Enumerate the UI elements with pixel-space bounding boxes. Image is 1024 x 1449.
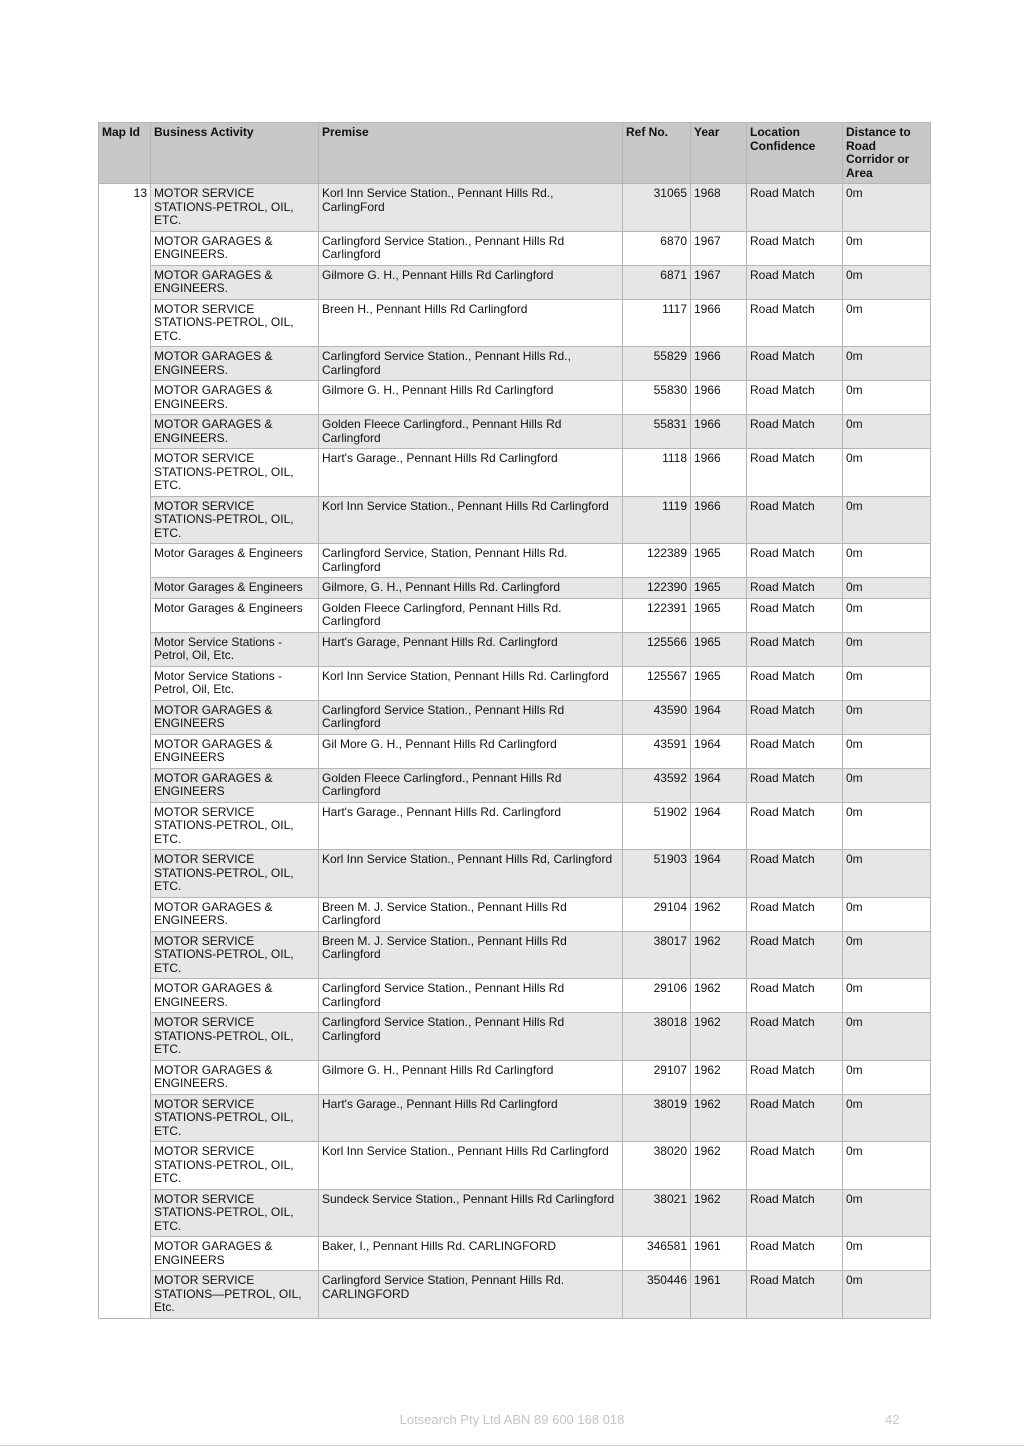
distance-cell: 0m: [843, 850, 931, 898]
ref-no-cell: 29104: [623, 897, 691, 931]
table-row: [99, 449, 931, 497]
ref-no-cell: 125567: [623, 666, 691, 700]
premise-cell: Korl Inn Service Station., Pennant Hills Rd Carlingford: [319, 1142, 623, 1190]
premise-cell: Gil More G. H., Pennant Hills Rd Carlingford: [319, 734, 623, 768]
year-cell: 1967: [691, 265, 747, 299]
location-confidence-cell: Road Match: [747, 666, 843, 700]
header-premise: Premise: [319, 123, 623, 184]
ref-no-cell: 346581: [623, 1237, 691, 1271]
ref-no-cell: 29107: [623, 1060, 691, 1094]
year-cell: 1967: [691, 231, 747, 265]
table-row: [99, 979, 931, 1013]
premise-cell: Breen M. J. Service Station., Pennant Hills Rd Carlingford: [319, 897, 623, 931]
year-cell: 1965: [691, 666, 747, 700]
distance-cell: 0m: [843, 1189, 931, 1237]
header-row: [99, 123, 931, 184]
premise-cell: Baker, I., Pennant Hills Rd. CARLINGFORD: [319, 1237, 623, 1271]
business-activity-cell: MOTOR GARAGES & ENGINEERS: [151, 1237, 319, 1271]
business-activity-cell: MOTOR SERVICE STATIONS-PETROL, OIL, ETC.: [151, 1189, 319, 1237]
table-row: [99, 578, 931, 599]
business-activity-cell: Motor Garages & Engineers: [151, 544, 319, 578]
distance-cell: 0m: [843, 184, 931, 232]
business-activity-cell: MOTOR SERVICE STATIONS-PETROL, OIL, ETC.: [151, 1142, 319, 1190]
business-activity-cell: MOTOR SERVICE STATIONS-PETROL, OIL, ETC.: [151, 802, 319, 850]
premise-cell: Korl Inn Service Station., Pennant Hills Rd, Carlingford: [319, 850, 623, 898]
year-cell: 1964: [691, 734, 747, 768]
premise-cell: Hart's Garage., Pennant Hills Rd Carlingford: [319, 449, 623, 497]
table-row: [99, 1060, 931, 1094]
business-activity-cell: MOTOR GARAGES & ENGINEERS: [151, 768, 319, 802]
distance-cell: 0m: [843, 299, 931, 347]
year-cell: 1964: [691, 850, 747, 898]
premise-cell: Golden Fleece Carlingford., Pennant Hills Rd Carlingford: [319, 768, 623, 802]
table-row: [99, 299, 931, 347]
location-confidence-cell: Road Match: [747, 184, 843, 232]
business-activity-cell: MOTOR SERVICE STATIONS-PETROL, OIL, ETC.: [151, 496, 319, 544]
premise-cell: Hart's Garage, Pennant Hills Rd. Carlingford: [319, 632, 623, 666]
distance-cell: 0m: [843, 802, 931, 850]
ref-no-cell: 43591: [623, 734, 691, 768]
ref-no-cell: 51902: [623, 802, 691, 850]
business-activity-cell: MOTOR SERVICE STATIONS-PETROL, OIL, ETC.: [151, 299, 319, 347]
table-row: [99, 632, 931, 666]
year-cell: 1964: [691, 768, 747, 802]
ref-no-cell: 1117: [623, 299, 691, 347]
distance-cell: 0m: [843, 734, 931, 768]
premise-cell: Carlingford Service Station., Pennant Hills Rd Carlingford: [319, 1013, 623, 1061]
distance-cell: 0m: [843, 1142, 931, 1190]
location-confidence-cell: Road Match: [747, 768, 843, 802]
ref-no-cell: 55830: [623, 381, 691, 415]
business-activity-cell: MOTOR GARAGES & ENGINEERS.: [151, 897, 319, 931]
distance-cell: 0m: [843, 1060, 931, 1094]
ref-no-cell: 43592: [623, 768, 691, 802]
location-confidence-cell: Road Match: [747, 1271, 843, 1319]
distance-cell: 0m: [843, 979, 931, 1013]
table-row: [99, 768, 931, 802]
distance-cell: 0m: [843, 265, 931, 299]
location-confidence-cell: Road Match: [747, 1094, 843, 1142]
table-row: [99, 734, 931, 768]
distance-cell: 0m: [843, 768, 931, 802]
table-row: [99, 496, 931, 544]
table-row: [99, 850, 931, 898]
business-activity-cell: MOTOR GARAGES & ENGINEERS: [151, 734, 319, 768]
business-activity-cell: MOTOR SERVICE STATIONS-PETROL, OIL, ETC.: [151, 1013, 319, 1061]
premise-cell: Breen M. J. Service Station., Pennant Hills Rd Carlingford: [319, 931, 623, 979]
year-cell: 1962: [691, 931, 747, 979]
year-cell: 1966: [691, 449, 747, 497]
ref-no-cell: 43590: [623, 700, 691, 734]
premise-cell: Gilmore G. H., Pennant Hills Rd Carlingford: [319, 1060, 623, 1094]
map-id-cell: 13: [99, 184, 151, 1319]
table-row: [99, 184, 931, 232]
business-activity-cell: MOTOR GARAGES & ENGINEERS.: [151, 381, 319, 415]
distance-cell: 0m: [843, 1013, 931, 1061]
premise-cell: Carlingford Service, Station, Pennant Hills Rd. Carlingford: [319, 544, 623, 578]
distance-cell: 0m: [843, 666, 931, 700]
year-cell: 1961: [691, 1237, 747, 1271]
page-number: 42: [885, 1412, 900, 1427]
location-confidence-cell: Road Match: [747, 381, 843, 415]
table-row: [99, 931, 931, 979]
ref-no-cell: 38018: [623, 1013, 691, 1061]
ref-no-cell: 350446: [623, 1271, 691, 1319]
ref-no-cell: 122391: [623, 598, 691, 632]
ref-no-cell: 51903: [623, 850, 691, 898]
table-row: [99, 1271, 931, 1319]
business-activity-cell: MOTOR SERVICE STATIONS-PETROL, OIL, ETC.: [151, 184, 319, 232]
distance-cell: 0m: [843, 598, 931, 632]
table-row: [99, 666, 931, 700]
location-confidence-cell: Road Match: [747, 265, 843, 299]
location-confidence-cell: Road Match: [747, 897, 843, 931]
year-cell: 1966: [691, 496, 747, 544]
location-confidence-cell: Road Match: [747, 544, 843, 578]
distance-cell: 0m: [843, 415, 931, 449]
year-cell: 1966: [691, 381, 747, 415]
table-row: [99, 415, 931, 449]
business-activity-cell: Motor Garages & Engineers: [151, 578, 319, 599]
business-activity-cell: Motor Service Stations - Petrol, Oil, Etc.: [151, 666, 319, 700]
table-row: [99, 265, 931, 299]
distance-cell: 0m: [843, 578, 931, 599]
ref-no-cell: 122389: [623, 544, 691, 578]
premise-cell: Carlingford Service Station., Pennant Hills Rd., Carlingford: [319, 347, 623, 381]
year-cell: 1962: [691, 1189, 747, 1237]
year-cell: 1965: [691, 598, 747, 632]
location-confidence-cell: Road Match: [747, 1142, 843, 1190]
distance-cell: 0m: [843, 1271, 931, 1319]
ref-no-cell: 55831: [623, 415, 691, 449]
table-body: [99, 184, 931, 1319]
year-cell: 1962: [691, 979, 747, 1013]
year-cell: 1962: [691, 897, 747, 931]
year-cell: 1964: [691, 802, 747, 850]
location-confidence-cell: Road Match: [747, 931, 843, 979]
table-row: [99, 1189, 931, 1237]
ref-no-cell: 55829: [623, 347, 691, 381]
business-activity-cell: MOTOR GARAGES & ENGINEERS.: [151, 979, 319, 1013]
location-confidence-cell: Road Match: [747, 598, 843, 632]
year-cell: 1965: [691, 544, 747, 578]
table-row: [99, 544, 931, 578]
location-confidence-cell: Road Match: [747, 299, 843, 347]
ref-no-cell: 6871: [623, 265, 691, 299]
premise-cell: Hart's Garage., Pennant Hills Rd Carlingford: [319, 1094, 623, 1142]
table-row: [99, 231, 931, 265]
ref-no-cell: 31065: [623, 184, 691, 232]
distance-cell: 0m: [843, 231, 931, 265]
header-location-confidence: Location Confidence: [747, 123, 843, 184]
year-cell: 1962: [691, 1060, 747, 1094]
business-activity-cell: MOTOR GARAGES & ENGINEERS.: [151, 231, 319, 265]
premise-cell: Breen H., Pennant Hills Rd Carlingford: [319, 299, 623, 347]
ref-no-cell: 38017: [623, 931, 691, 979]
distance-cell: 0m: [843, 1094, 931, 1142]
year-cell: 1964: [691, 700, 747, 734]
table-row: [99, 897, 931, 931]
location-confidence-cell: Road Match: [747, 850, 843, 898]
premise-cell: Korl Inn Service Station, Pennant Hills Rd. Carlingford: [319, 666, 623, 700]
footer-company: Lotsearch Pty Ltd ABN 89 600 168 018: [399, 1412, 625, 1427]
location-confidence-cell: Road Match: [747, 632, 843, 666]
ref-no-cell: 1118: [623, 449, 691, 497]
business-activity-cell: MOTOR GARAGES & ENGINEERS.: [151, 347, 319, 381]
location-confidence-cell: Road Match: [747, 578, 843, 599]
year-cell: 1966: [691, 347, 747, 381]
premise-cell: Korl Inn Service Station., Pennant Hills Rd., CarlingFord: [319, 184, 623, 232]
table-row: [99, 700, 931, 734]
premise-cell: Gilmore, G. H., Pennant Hills Rd. Carlingford: [319, 578, 623, 599]
premise-cell: Carlingford Service Station., Pennant Hills Rd Carlingford: [319, 979, 623, 1013]
ref-no-cell: 122390: [623, 578, 691, 599]
location-confidence-cell: Road Match: [747, 415, 843, 449]
records-table: [98, 122, 931, 1319]
premise-cell: Gilmore G. H., Pennant Hills Rd Carlingford: [319, 381, 623, 415]
ref-no-cell: 38020: [623, 1142, 691, 1190]
table-row: [99, 802, 931, 850]
header-business-activity: Business Activity: [151, 123, 319, 184]
business-activity-cell: MOTOR SERVICE STATIONS-PETROL, OIL, ETC.: [151, 931, 319, 979]
location-confidence-cell: Road Match: [747, 700, 843, 734]
business-activity-cell: MOTOR SERVICE STATIONS—PETROL, OIL, Etc.: [151, 1271, 319, 1319]
ref-no-cell: 29106: [623, 979, 691, 1013]
location-confidence-cell: Road Match: [747, 1189, 843, 1237]
year-cell: 1966: [691, 299, 747, 347]
distance-cell: 0m: [843, 931, 931, 979]
year-cell: 1962: [691, 1142, 747, 1190]
location-confidence-cell: Road Match: [747, 1060, 843, 1094]
header-year: Year: [691, 123, 747, 184]
location-confidence-cell: Road Match: [747, 496, 843, 544]
table-row: [99, 1013, 931, 1061]
table-row: [99, 381, 931, 415]
ref-no-cell: 125566: [623, 632, 691, 666]
header-ref-no: Ref No.: [623, 123, 691, 184]
business-activity-cell: MOTOR GARAGES & ENGINEERS.: [151, 1060, 319, 1094]
table-row: [99, 1142, 931, 1190]
premise-cell: Carlingford Service Station., Pennant Hills Rd Carlingford: [319, 700, 623, 734]
business-activity-cell: MOTOR GARAGES & ENGINEERS: [151, 700, 319, 734]
year-cell: 1965: [691, 632, 747, 666]
ref-no-cell: 1119: [623, 496, 691, 544]
location-confidence-cell: Road Match: [747, 1013, 843, 1061]
premise-cell: Carlingford Service Station., Pennant Hills Rd Carlingford: [319, 231, 623, 265]
year-cell: 1965: [691, 578, 747, 599]
business-activity-cell: MOTOR SERVICE STATIONS-PETROL, OIL, ETC.: [151, 1094, 319, 1142]
distance-cell: 0m: [843, 897, 931, 931]
ref-no-cell: 38019: [623, 1094, 691, 1142]
business-activity-cell: MOTOR GARAGES & ENGINEERS.: [151, 415, 319, 449]
year-cell: 1961: [691, 1271, 747, 1319]
table-row: [99, 598, 931, 632]
premise-cell: Golden Fleece Carlingford., Pennant Hills Rd Carlingford: [319, 415, 623, 449]
business-activity-cell: MOTOR SERVICE STATIONS-PETROL, OIL, ETC.: [151, 449, 319, 497]
header-map-id: Map Id: [99, 123, 151, 184]
distance-cell: 0m: [843, 381, 931, 415]
table-row: [99, 347, 931, 381]
business-activity-cell: MOTOR GARAGES & ENGINEERS.: [151, 265, 319, 299]
location-confidence-cell: Road Match: [747, 802, 843, 850]
ref-no-cell: 6870: [623, 231, 691, 265]
distance-cell: 0m: [843, 700, 931, 734]
location-confidence-cell: Road Match: [747, 449, 843, 497]
business-activity-cell: MOTOR SERVICE STATIONS-PETROL, OIL, ETC.: [151, 850, 319, 898]
year-cell: 1968: [691, 184, 747, 232]
location-confidence-cell: Road Match: [747, 979, 843, 1013]
page-edge-divider: [0, 1445, 1024, 1446]
distance-cell: 0m: [843, 347, 931, 381]
distance-cell: 0m: [843, 496, 931, 544]
distance-cell: 0m: [843, 632, 931, 666]
table-row: [99, 1237, 931, 1271]
distance-cell: 0m: [843, 449, 931, 497]
location-confidence-cell: Road Match: [747, 347, 843, 381]
year-cell: 1962: [691, 1013, 747, 1061]
year-cell: 1966: [691, 415, 747, 449]
location-confidence-cell: Road Match: [747, 231, 843, 265]
location-confidence-cell: Road Match: [747, 1237, 843, 1271]
premise-cell: Carlingford Service Station, Pennant Hills Rd. CARLINGFORD: [319, 1271, 623, 1319]
premise-cell: Gilmore G. H., Pennant Hills Rd Carlingford: [319, 265, 623, 299]
premise-cell: Golden Fleece Carlingford, Pennant Hills Rd. Carlingford: [319, 598, 623, 632]
header-distance: Distance to Road Corridor or Area: [843, 123, 931, 184]
business-activity-cell: Motor Garages & Engineers: [151, 598, 319, 632]
location-confidence-cell: Road Match: [747, 734, 843, 768]
ref-no-cell: 38021: [623, 1189, 691, 1237]
year-cell: 1962: [691, 1094, 747, 1142]
business-activity-cell: Motor Service Stations - Petrol, Oil, Etc.: [151, 632, 319, 666]
distance-cell: 0m: [843, 544, 931, 578]
table-row: [99, 1094, 931, 1142]
premise-cell: Hart's Garage., Pennant Hills Rd. Carlingford: [319, 802, 623, 850]
premise-cell: Sundeck Service Station., Pennant Hills Rd Carlingford: [319, 1189, 623, 1237]
distance-cell: 0m: [843, 1237, 931, 1271]
premise-cell: Korl Inn Service Station., Pennant Hills Rd Carlingford: [319, 496, 623, 544]
